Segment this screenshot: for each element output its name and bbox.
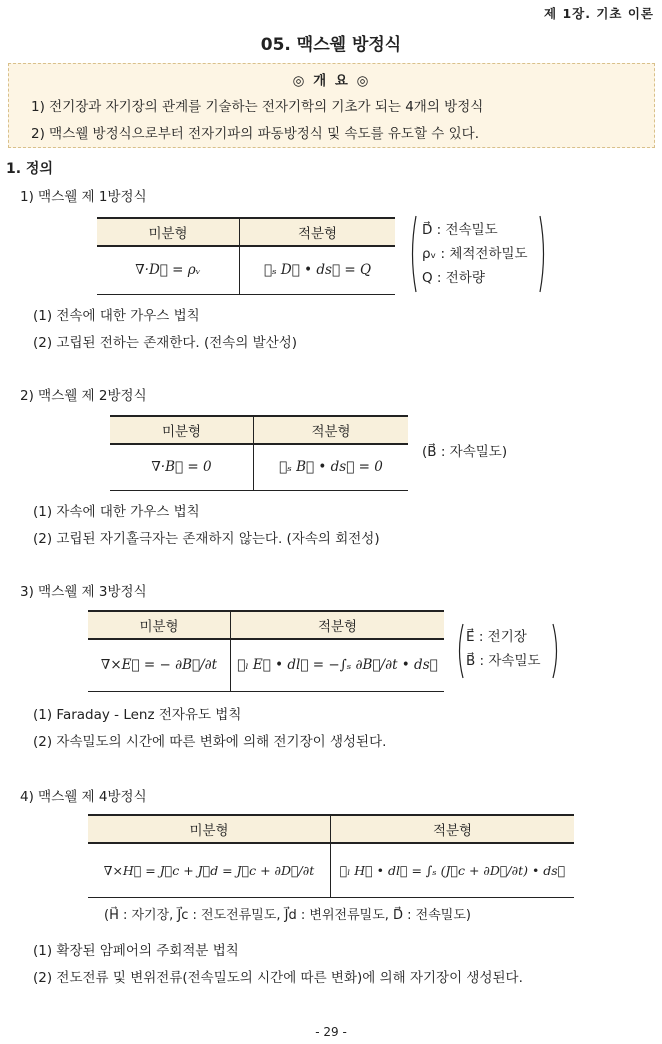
eq3-right-paren xyxy=(551,622,561,680)
eq3-header-integral: 적분형 xyxy=(231,611,445,639)
summary-line-2: 2) 맥스웰 방정식으로부터 전자기파의 파동방정식 및 속도를 유도할 수 있다. xyxy=(31,126,479,142)
eq3-differential: ∇×E⃗ = − ∂B⃗/∂t xyxy=(88,639,231,691)
eq2-table xyxy=(110,415,408,491)
eq3-legend-1: E⃗ : 전기장 xyxy=(466,629,527,645)
eq3-integral: ∮ₗ E⃗ • dl⃗ = −∫ₛ ∂B⃗/∂t • ds⃗ xyxy=(231,639,445,691)
page-number: - 29 - xyxy=(315,1025,347,1039)
eq2-integral: ∮ₛ B⃗ • ds⃗ = 0 xyxy=(254,444,409,490)
eq2-header-differential: 미분형 xyxy=(110,416,254,444)
eq4-note-1: (1) 확장된 암페어의 주회적분 법칙 xyxy=(33,943,239,959)
eq2-note-2: (2) 고립된 자기홀극자는 존재하지 않는다. (자속의 회전성) xyxy=(33,531,380,547)
eq1-left-paren xyxy=(408,214,418,294)
eq1-right-paren xyxy=(538,214,548,294)
eq1-legend-1: D⃗ : 전속밀도 xyxy=(422,222,498,238)
eq1-table xyxy=(97,217,395,295)
eq3-legend xyxy=(466,625,541,673)
eq3-table xyxy=(88,610,444,692)
eq1-heading: 1) 맥스웰 제 1방정식 xyxy=(20,189,147,205)
eq1-header-differential: 미분형 xyxy=(97,218,240,246)
eq3-note-2: (2) 자속밀도의 시간에 따른 변화에 의해 전기장이 생성된다. xyxy=(33,734,387,750)
eq3-left-paren xyxy=(455,622,465,680)
eq4-heading: 4) 맥스웰 제 4방정식 xyxy=(20,789,147,805)
chapter-label: 제 1장. 기초 이론 xyxy=(544,6,654,21)
eq3-heading: 3) 맥스웰 제 3방정식 xyxy=(20,584,147,600)
eq4-table xyxy=(88,814,574,898)
eq1-note-2: (2) 고립된 전하는 존재한다. (전속의 발산성) xyxy=(33,335,298,351)
eq2-header-integral: 적분형 xyxy=(254,416,409,444)
eq1-legend-2: ρᵥ : 체적전하밀도 xyxy=(422,246,528,262)
eq4-header-integral: 적분형 xyxy=(331,815,575,843)
eq3-header-differential: 미분형 xyxy=(88,611,231,639)
eq1-differential: ∇·D⃗ = ρᵥ xyxy=(97,246,240,294)
summary-line-1: 1) 전기장과 자기장의 관계를 기술하는 전자기학의 기초가 되는 4개의 방정식 xyxy=(31,99,484,115)
eq4-integral: ∮ₗ H⃗ • dl⃗ = ∫ₛ (J⃗c + ∂D⃗/∂t) • ds⃗ xyxy=(331,843,575,897)
eq4-note-2: (2) 전도전류 및 변위전류(전속밀도의 시간에 따른 변화)에 의해 자기장이 생성된다. xyxy=(33,970,523,986)
eq1-note-1: (1) 전속에 대한 가우스 법칙 xyxy=(33,308,200,324)
section-title: 1. 정의 xyxy=(6,161,53,177)
eq1-legend xyxy=(422,218,528,290)
summary-heading: ◎ 개 요 ◎ xyxy=(292,73,371,89)
eq4-legend: (H⃗ : 자기장, J⃗c : 전도전류밀도, J⃗d : 변위전류밀도, D⃗ : 전속밀도) xyxy=(104,908,471,923)
eq2-note-1: (1) 자속에 대한 가우스 법칙 xyxy=(33,504,200,520)
eq1-integral: ∮ₛ D⃗ • ds⃗ = Q xyxy=(240,246,396,294)
eq4-differential: ∇×H⃗ = J⃗c + J⃗d = J⃗c + ∂D⃗/∂t xyxy=(88,843,331,897)
eq2-differential: ∇·B⃗ = 0 xyxy=(110,444,254,490)
eq3-legend-2: B⃗ : 자속밀도 xyxy=(466,653,541,669)
eq1-header-integral: 적분형 xyxy=(240,218,396,246)
summary-box xyxy=(8,63,655,148)
eq3-note-1: (1) Faraday - Lenz 전자유도 법칙 xyxy=(33,707,242,723)
eq4-header-differential: 미분형 xyxy=(88,815,331,843)
eq2-heading: 2) 맥스웰 제 2방정식 xyxy=(20,388,147,404)
page-title: 05. 맥스웰 방정식 xyxy=(260,35,402,55)
eq1-legend-3: Q : 전하량 xyxy=(422,270,485,286)
eq2-legend: (B⃗ : 자속밀도) xyxy=(422,444,508,460)
